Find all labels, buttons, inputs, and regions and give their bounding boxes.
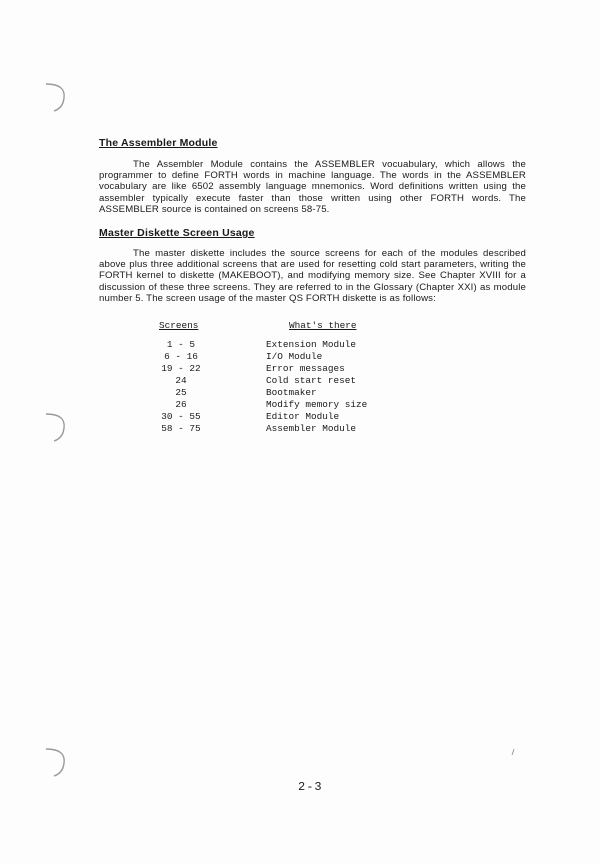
master-diskette-paragraph	[99, 248, 526, 304]
table-row	[156, 399, 416, 411]
screen-description: Cold start reset	[266, 375, 357, 386]
screen-description: Assembler Module	[266, 423, 357, 434]
page-number: 2-3	[298, 780, 323, 794]
table-row	[156, 411, 416, 423]
section-heading-assembler: The Assembler Module	[99, 137, 218, 149]
binder-hole-top	[44, 80, 70, 114]
table-row	[156, 375, 416, 387]
screen-range: 6 - 16	[164, 351, 198, 362]
screen-range: 26	[175, 399, 187, 410]
column-header-screens: Screens	[159, 320, 199, 331]
table-row	[156, 387, 416, 399]
screen-range: 25	[175, 387, 187, 398]
binder-hole-middle	[44, 410, 70, 444]
screen-range: 24	[175, 375, 187, 386]
screen-description: I/O Module	[266, 351, 323, 362]
assembler-paragraph-text: The Assembler Module contains the ASSEMBLER vocuabulary, which allows the programmer to define FORTH words in machine language. The words in the ASSEMBLER vocabulary are like 6502 assembly language mnemonics. Word definitions written using the assembler typically execute faster than those written using other FORTH words. The ASSEMBLER source is contained on screens 58-75.	[99, 159, 526, 215]
table-row	[156, 423, 416, 435]
stray-pen-mark	[511, 742, 515, 748]
screen-description: Extension Module	[266, 339, 357, 350]
table-row	[156, 363, 416, 375]
assembler-paragraph	[99, 159, 526, 215]
screen-range: 1 - 5	[166, 339, 196, 350]
section-heading-master-diskette: Master Diskette Screen Usage	[99, 227, 255, 239]
column-header-whats-there: What's there	[289, 320, 357, 331]
screen-description: Error messages	[266, 363, 345, 374]
screen-range: 58 - 75	[161, 423, 201, 434]
table-row	[156, 339, 416, 351]
screen-description: Editor Module	[266, 411, 340, 422]
table-row	[156, 351, 416, 363]
master-diskette-paragraph-text: The master diskette includes the source screens for each of the modules described above plus three additional screens that are used for resetting cold start parameters, writing the FORTH kernel to diskette (MAKEBOOT), and modifying memory size. See Chapter XVIII for a discussion of these three screens. They are referred to in the Glossary (Chapter XXI) as module number 5. The screen usage of the master QS FORTH diskette is as follows:	[99, 248, 526, 304]
screen-description: Bootmaker	[266, 387, 317, 398]
screen-range: 30 - 55	[161, 411, 201, 422]
screen-description: Modify memory size	[266, 399, 368, 410]
screen-range: 19 - 22	[161, 363, 201, 374]
binder-hole-bottom	[44, 745, 70, 779]
